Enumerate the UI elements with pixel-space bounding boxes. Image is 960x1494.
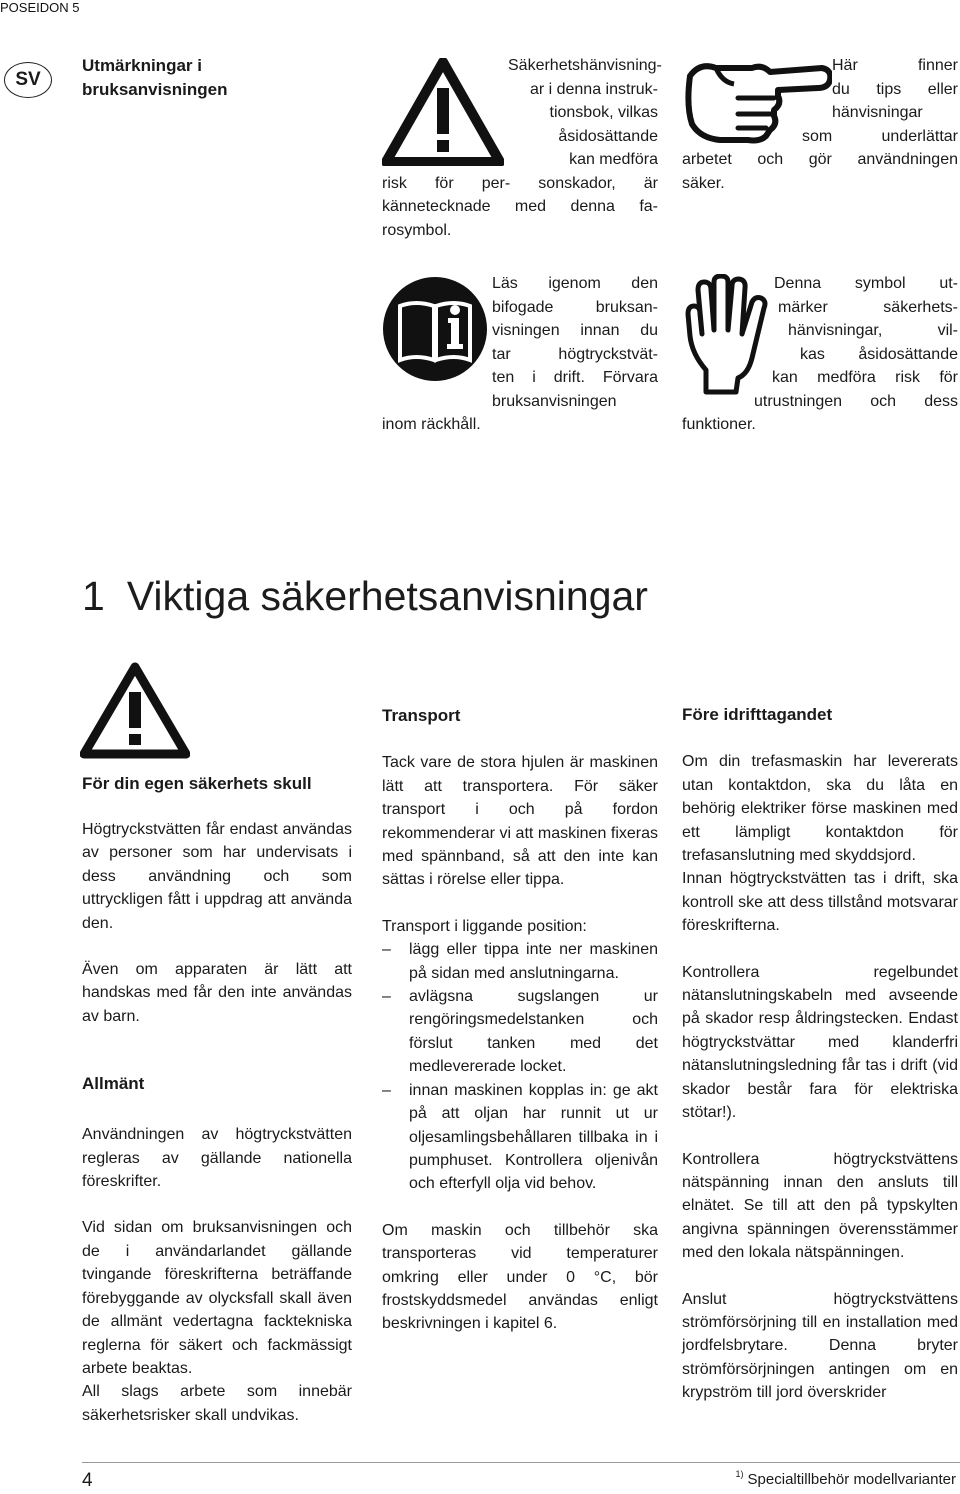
paragraph: Tack vare de stora hjulen är maskinen lätt att transportera. För säker transport i och på fordon rekommenderar vi att maskinen fixeras med spännband, så att den inte kan sättas i rörelse eller tippa.: [382, 754, 658, 889]
warning-line: tionsbok, vilkas: [549, 104, 658, 121]
equipment-risk-line: Denna symbol ut-: [774, 275, 958, 292]
transport-list: [382, 938, 658, 1195]
paragraph: Om maskin och tillbehör ska transporteras vid temperaturer omkring eller under 0 °C, bör frostskyddsmedel användas enligt beskrivningen i kapitel 6.: [382, 1221, 658, 1333]
manual-line: visningen innan du: [492, 322, 658, 339]
paragraph: Transport i liggande position:: [382, 917, 587, 935]
warning-line: rosymbol.: [382, 221, 452, 239]
equipment-risk-line: märker säkerhets-: [778, 298, 958, 316]
column-heading: Före idrifttagandet: [682, 705, 833, 724]
warning-note: [382, 54, 662, 244]
warning-line: Säkerhetshänvisning-: [508, 57, 662, 74]
equipment-risk-note: [682, 272, 958, 442]
paragraph: Kontrollera högtryckstvättens nätspänning innan den ansluts till elnätet. Se till att den på typskylten angivna spänningen överensstämmer med den lokala nätspänningen.: [682, 1150, 958, 1262]
section-title: [82, 568, 648, 624]
warning-line: ar i denna instruk-: [529, 80, 658, 98]
paragraph: Innan högtryckstvätten tas i drift, ska kontroll ske att dess tillstånd motsvarar föreskrifterna.: [682, 870, 958, 935]
column-personal-safety: [82, 772, 352, 1427]
equipment-risk-line: funktioner.: [682, 416, 756, 433]
column-heading: Transport: [382, 706, 461, 725]
section-title-text: Viktiga säkerhetsanvisningar: [126, 573, 648, 619]
manual-line: ten i drift. Förvara: [492, 369, 658, 386]
paragraph: Högtryckstvätten får endast användas av personer som har undervisats i dess användning och som uttryckligen fått i uppdrag att använda den.: [82, 821, 352, 932]
page-number: 4: [82, 1470, 93, 1491]
warning-triangle-icon: [80, 662, 190, 760]
manual-line: bifogade bruksan-: [492, 298, 658, 316]
subheading: Allmänt: [82, 1074, 145, 1094]
list-item: – innan maskinen kopplas in: ge akt på att oljan har runnit ut ur oljesamlingsbehållaren tillbaka in i pumphuset. Kontrollera oljenivån och efterfyll olja vid behov.: [382, 1079, 658, 1196]
manual-line: inom räckhåll.: [382, 416, 481, 433]
paragraph: Användningen av högtryckstvätten regleras av gällande nationella föreskrifter.: [82, 1126, 352, 1191]
section-number: 1: [82, 573, 105, 619]
footer-divider: [82, 1462, 960, 1463]
tip-line: hänvisningar: [832, 104, 923, 121]
warning-line: kan medföra: [569, 151, 658, 168]
manual-line: Läs igenom den: [492, 275, 658, 292]
equipment-risk-line: hänvisningar, vil-: [788, 322, 958, 339]
column-heading: För din egen säkerhets skull: [82, 774, 312, 793]
equipment-risk-line: kan medföra risk för: [772, 369, 958, 386]
paragraph: Kontrollera regelbundet nätanslutningskabeln med avseende på skador resp åldringstecken. Endast högtryckstvättar med klanderfri nätanslutningsledning får tas i drift (vid skador består fara för elektriska stötar!).: [682, 963, 958, 1122]
column-transport: [382, 704, 658, 1336]
paragraph: Vid sidan om bruksanvisningen och de i användarlandet gällande tvingande föreskrifterna beträffande förebyggande av olycksfall skall även de allmänt vedertagna facktekniska reglerna för säkert och fackmässigt arbete beaktas.: [82, 1219, 352, 1377]
footnote: [736, 1471, 956, 1488]
manual-line: tar högtryckstvät-: [492, 345, 658, 363]
list-item: – lägg eller tippa inte ner maskinen på sidan med anslutningarna.: [382, 938, 658, 985]
tip-line: Här finner: [832, 57, 958, 74]
paragraph: All slags arbete som innebär säkerhetsrisker skall undvikas.: [82, 1383, 352, 1424]
column-before-startup: [682, 703, 958, 1405]
warning-line: åsidosättande: [558, 127, 658, 145]
equipment-risk-line: utrustningen och dess: [754, 392, 958, 410]
manual-note: [382, 272, 658, 442]
tip-line: arbetet och gör användningen: [682, 151, 958, 168]
equipment-risk-line: kas åsidosättande: [800, 345, 958, 363]
tip-note: [682, 54, 958, 194]
manual-line: bruksanvisningen: [492, 392, 617, 410]
paragraph: Om din trefasmaskin har levererats utan kontaktdon, ska du låta en behörig elektriker förse maskinen med ett lämpligt kontaktdon för trefasanslutning med skyddsjord.: [682, 753, 958, 865]
list-item: – avlägsna sugslangen ur rengöringsmedelstanken och förslut tanken med det medlevererade locket.: [382, 985, 658, 1079]
document-header: POSEIDON 5: [0, 0, 80, 15]
warning-line: risk för per- sonskador, är: [382, 174, 658, 192]
paragraph: Även om apparaten är lätt att handskas med får den inte användas av barn.: [82, 961, 352, 1025]
tip-line: du tips eller: [832, 80, 958, 98]
paragraph: Anslut högtryckstvättens strömförsörjning till en installation med jordfelsbrytare. Denna bryter strömförsörjningen antingen om en krypström till jord överskrider: [682, 1290, 958, 1402]
footnote-mark: 1): [735, 1469, 744, 1479]
markings-title: Utmärkningar i bruksanvisningen: [82, 56, 228, 99]
footnote-text: Specialtillbehör modellvarianter: [747, 1471, 956, 1488]
language-badge: SV: [4, 62, 52, 98]
tip-line: som underlättar: [802, 127, 958, 145]
tip-line: säker.: [682, 174, 725, 192]
warning-line: kännetecknade med denna fa-: [382, 198, 658, 215]
